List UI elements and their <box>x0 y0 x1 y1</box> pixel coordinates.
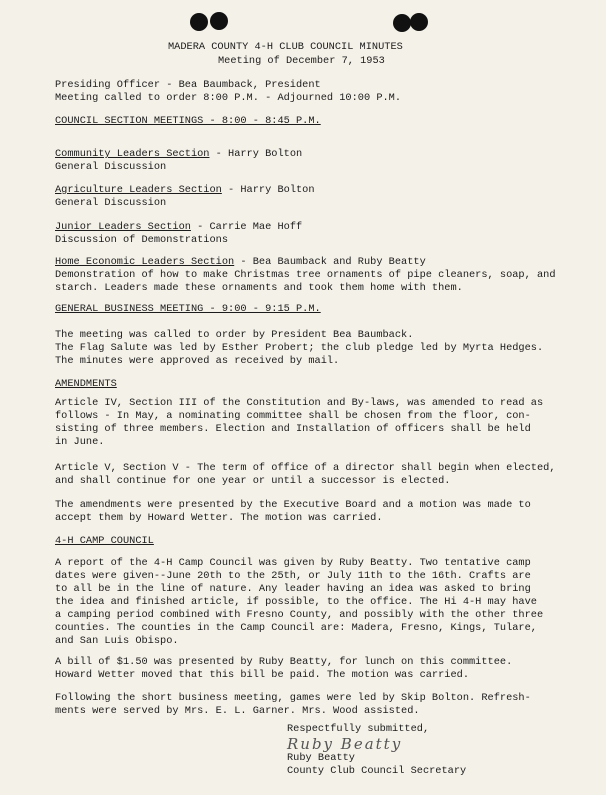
valediction: Respectfully submitted, <box>287 723 430 735</box>
punch-hole <box>410 13 428 31</box>
camp-line: A report of the 4-H Camp Council was given by Ruby Beatty. Two tentative camp <box>55 557 531 569</box>
camp-line: counties. The counties in the Camp Council are: Madera, Fresno, Kings, Tulare, <box>55 622 537 634</box>
council-heading: COUNCIL SECTION MEETINGS - 8:00 - 8:45 P.M. <box>55 115 321 127</box>
section-body: Discussion of Demonstrations <box>55 234 229 246</box>
amendment-line: accept them by Howard Wetter. The motion was carried. <box>55 512 383 524</box>
general-line: The meeting was called to order by President Bea Baumback. <box>55 329 414 341</box>
general-heading: GENERAL BUSINESS MEETING - 9:00 - 9:15 P.M. <box>55 303 321 315</box>
amendment-line: in June. <box>55 436 105 448</box>
presiding-officer: Presiding Officer - Bea Baumback, President <box>55 79 321 91</box>
document-subtitle: Meeting of December 7, 1953 <box>218 55 385 67</box>
camp-line: Howard Wetter moved that this bill be paid. The motion was carried. <box>55 669 470 681</box>
punch-hole <box>190 13 208 31</box>
camp-line: dates were given--June 20th to the 25th, or July 11th to the 16th. Crafts are <box>55 570 531 582</box>
camp-line: ments were served by Mrs. E. L. Garner. Mrs. Wood assisted. <box>55 705 420 717</box>
section-title: Junior Leaders Section - Carrie Mae Hoff <box>55 221 303 233</box>
camp-line: the idea and finished article, if possible, to the office. The Hi 4-H may have <box>55 596 537 608</box>
section-body: Demonstration of how to make Christmas tree ornaments of pipe cleaners, soap, and <box>55 269 556 281</box>
camp-line: Following the short business meeting, games were led by Skip Bolton. Refresh- <box>55 692 531 704</box>
amendment-line: Article IV, Section III of the Constitution and By-laws, was amended to read as <box>55 397 544 409</box>
amendment-line: sisting of three members. Election and Installation of officers shall be held <box>55 423 531 435</box>
camp-line: a camping period combined with Fresno County, and possibly with the other three <box>55 609 544 621</box>
signer-role: County Club Council Secretary <box>287 765 467 777</box>
amendment-line: and shall continue for one year or until a successor is elected. <box>55 475 451 487</box>
camp-line: and San Luis Obispo. <box>55 635 179 647</box>
section-body: starch. Leaders made these ornaments and took them home with them. <box>55 282 463 294</box>
meeting-times: Meeting called to order 8:00 P.M. - Adjourned 10:00 P.M. <box>55 92 402 104</box>
camp-line: A bill of $1.50 was presented by Ruby Beatty, for lunch on this committee. <box>55 656 513 668</box>
section-body: General Discussion <box>55 197 167 209</box>
general-line: The Flag Salute was led by Esther Probert; the club pledge led by Myrta Hedges. <box>55 342 544 354</box>
amendment-line: follows - In May, a nominating committee shall be chosen from the floor, con- <box>55 410 531 422</box>
camp-line: to all be in the line of nature. Any leader having an idea was asked to bring <box>55 583 531 595</box>
section-body: General Discussion <box>55 161 167 173</box>
handwritten-signature: Ruby Beatty <box>287 735 403 753</box>
document-title: MADERA COUNTY 4-H CLUB COUNCIL MINUTES <box>168 41 403 53</box>
section-title: Community Leaders Section - Harry Bolton <box>55 148 303 160</box>
amendment-line: The amendments were presented by the Executive Board and a motion was made to <box>55 499 531 511</box>
signer-name: Ruby Beatty <box>287 752 355 764</box>
camp-heading: 4-H CAMP COUNCIL <box>55 535 154 547</box>
section-title: Home Economic Leaders Section - Bea Baumback and Ruby Beatty <box>55 256 426 268</box>
punch-hole <box>393 14 411 32</box>
amendment-line: Article V, Section V - The term of office of a director shall begin when elected, <box>55 462 556 474</box>
punch-hole <box>210 12 228 30</box>
amendments-heading: AMENDMENTS <box>55 378 117 390</box>
general-line: The minutes were approved as received by mail. <box>55 355 340 367</box>
section-title: Agriculture Leaders Section - Harry Bolton <box>55 184 315 196</box>
